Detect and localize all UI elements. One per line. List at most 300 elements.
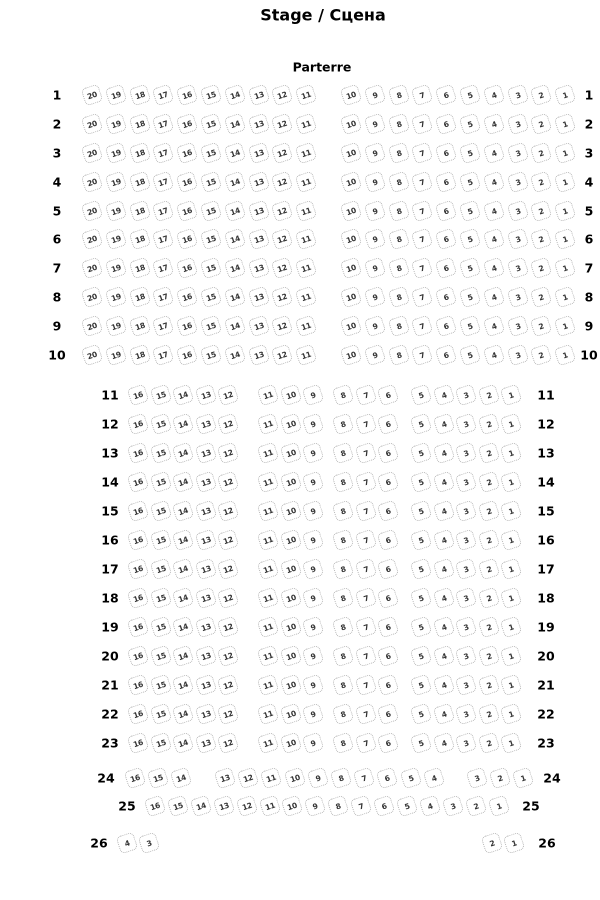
seat-r4-s3[interactable]: 3: [506, 171, 529, 194]
seat-r25-s3[interactable]: 3: [441, 795, 464, 818]
seat-r24-s5[interactable]: 5: [399, 767, 422, 790]
seat-r25-s2[interactable]: 2: [464, 795, 487, 818]
seat-r23-s7[interactable]: 7: [354, 732, 377, 755]
seat-r23-s11[interactable]: 11: [257, 732, 280, 755]
seat-r23-s4[interactable]: 4: [432, 732, 455, 755]
seat-r10-s13[interactable]: 13: [247, 344, 270, 367]
seat-r13-s5[interactable]: 5: [410, 442, 433, 465]
seat-r24-s10[interactable]: 10: [283, 767, 306, 790]
seat-r6-s15[interactable]: 15: [200, 228, 223, 251]
seat-r2-s20[interactable]: 20: [81, 113, 104, 136]
seat-r11-s10[interactable]: 10: [279, 384, 302, 407]
seat-r14-s6[interactable]: 6: [377, 471, 400, 494]
seat-r21-s3[interactable]: 3: [455, 674, 478, 697]
seat-r2-s1[interactable]: 1: [554, 113, 577, 136]
seat-r18-s4[interactable]: 4: [432, 587, 455, 610]
seat-r8-s2[interactable]: 2: [530, 286, 553, 309]
seat-r5-s1[interactable]: 1: [554, 200, 577, 223]
seat-r16-s5[interactable]: 5: [410, 529, 433, 552]
seat-r14-s9[interactable]: 9: [302, 471, 325, 494]
seat-r4-s5[interactable]: 5: [459, 171, 482, 194]
seat-r22-s12[interactable]: 12: [217, 703, 240, 726]
seat-r22-s10[interactable]: 10: [279, 703, 302, 726]
seat-r23-s16[interactable]: 16: [127, 732, 150, 755]
seat-r1-s4[interactable]: 4: [482, 84, 505, 107]
seat-r8-s7[interactable]: 7: [411, 286, 434, 309]
seat-r17-s7[interactable]: 7: [354, 558, 377, 581]
seat-r7-s14[interactable]: 14: [223, 257, 246, 280]
seat-r12-s8[interactable]: 8: [332, 413, 355, 436]
seat-r10-s18[interactable]: 18: [128, 344, 151, 367]
seat-r3-s18[interactable]: 18: [128, 142, 151, 165]
seat-r7-s4[interactable]: 4: [482, 257, 505, 280]
seat-r16-s13[interactable]: 13: [194, 529, 217, 552]
seat-r19-s12[interactable]: 12: [217, 616, 240, 639]
seat-r17-s9[interactable]: 9: [302, 558, 325, 581]
seat-r21-s11[interactable]: 11: [257, 674, 280, 697]
seat-r12-s12[interactable]: 12: [217, 413, 240, 436]
seat-r25-s7[interactable]: 7: [350, 795, 373, 818]
seat-r12-s5[interactable]: 5: [410, 413, 433, 436]
seat-r11-s7[interactable]: 7: [354, 384, 377, 407]
seat-r15-s12[interactable]: 12: [217, 500, 240, 523]
seat-r22-s4[interactable]: 4: [432, 703, 455, 726]
seat-r8-s8[interactable]: 8: [387, 286, 410, 309]
seat-r9-s20[interactable]: 20: [81, 315, 104, 338]
seat-r2-s2[interactable]: 2: [530, 113, 553, 136]
seat-r16-s11[interactable]: 11: [257, 529, 280, 552]
seat-r18-s2[interactable]: 2: [477, 587, 500, 610]
seat-r2-s16[interactable]: 16: [176, 113, 199, 136]
seat-r19-s7[interactable]: 7: [354, 616, 377, 639]
seat-r4-s13[interactable]: 13: [247, 171, 270, 194]
seat-r4-s15[interactable]: 15: [200, 171, 223, 194]
seat-r14-s4[interactable]: 4: [432, 471, 455, 494]
seat-r24-s16[interactable]: 16: [124, 767, 147, 790]
seat-r20-s2[interactable]: 2: [477, 645, 500, 668]
seat-r7-s11[interactable]: 11: [295, 257, 318, 280]
seat-r1-s11[interactable]: 11: [295, 84, 318, 107]
seat-r18-s6[interactable]: 6: [377, 587, 400, 610]
seat-r23-s14[interactable]: 14: [172, 732, 195, 755]
seat-r3-s2[interactable]: 2: [530, 142, 553, 165]
seat-r7-s9[interactable]: 9: [363, 257, 386, 280]
seat-r10-s15[interactable]: 15: [200, 344, 223, 367]
seat-r15-s16[interactable]: 16: [127, 500, 150, 523]
seat-r23-s2[interactable]: 2: [477, 732, 500, 755]
seat-r9-s18[interactable]: 18: [128, 315, 151, 338]
seat-r10-s5[interactable]: 5: [459, 344, 482, 367]
seat-r25-s14[interactable]: 14: [189, 795, 212, 818]
seat-r11-s15[interactable]: 15: [149, 384, 172, 407]
seat-r20-s8[interactable]: 8: [332, 645, 355, 668]
seat-r4-s19[interactable]: 19: [104, 171, 127, 194]
seat-r24-s11[interactable]: 11: [260, 767, 283, 790]
seat-r11-s3[interactable]: 3: [455, 384, 478, 407]
seat-r13-s16[interactable]: 16: [127, 442, 150, 465]
seat-r12-s9[interactable]: 9: [302, 413, 325, 436]
seat-r8-s13[interactable]: 13: [247, 286, 270, 309]
seat-r16-s6[interactable]: 6: [377, 529, 400, 552]
seat-r11-s1[interactable]: 1: [500, 384, 523, 407]
seat-r13-s1[interactable]: 1: [500, 442, 523, 465]
seat-r24-s8[interactable]: 8: [330, 767, 353, 790]
seat-r15-s6[interactable]: 6: [377, 500, 400, 523]
seat-r20-s1[interactable]: 1: [500, 645, 523, 668]
seat-r3-s4[interactable]: 4: [482, 142, 505, 165]
seat-r19-s4[interactable]: 4: [432, 616, 455, 639]
seat-r3-s5[interactable]: 5: [459, 142, 482, 165]
seat-r2-s3[interactable]: 3: [506, 113, 529, 136]
seat-r25-s5[interactable]: 5: [396, 795, 419, 818]
seat-r25-s8[interactable]: 8: [327, 795, 350, 818]
seat-r1-s20[interactable]: 20: [81, 84, 104, 107]
seat-r3-s20[interactable]: 20: [81, 142, 104, 165]
seat-r20-s12[interactable]: 12: [217, 645, 240, 668]
seat-r10-s8[interactable]: 8: [387, 344, 410, 367]
seat-r21-s15[interactable]: 15: [149, 674, 172, 697]
seat-r5-s13[interactable]: 13: [247, 200, 270, 223]
seat-r19-s10[interactable]: 10: [279, 616, 302, 639]
seat-r9-s15[interactable]: 15: [200, 315, 223, 338]
seat-r2-s5[interactable]: 5: [459, 113, 482, 136]
seat-r12-s13[interactable]: 13: [194, 413, 217, 436]
seat-r13-s2[interactable]: 2: [477, 442, 500, 465]
seat-r12-s16[interactable]: 16: [127, 413, 150, 436]
seat-r23-s10[interactable]: 10: [279, 732, 302, 755]
seat-r7-s6[interactable]: 6: [435, 257, 458, 280]
seat-r8-s17[interactable]: 17: [152, 286, 175, 309]
seat-r10-s20[interactable]: 20: [81, 344, 104, 367]
seat-r22-s16[interactable]: 16: [127, 703, 150, 726]
seat-r24-s7[interactable]: 7: [353, 767, 376, 790]
seat-r16-s8[interactable]: 8: [332, 529, 355, 552]
seat-r3-s12[interactable]: 12: [271, 142, 294, 165]
seat-r17-s13[interactable]: 13: [194, 558, 217, 581]
seat-r23-s3[interactable]: 3: [455, 732, 478, 755]
seat-r5-s6[interactable]: 6: [435, 200, 458, 223]
seat-r6-s10[interactable]: 10: [340, 228, 363, 251]
seat-r15-s11[interactable]: 11: [257, 500, 280, 523]
seat-r14-s11[interactable]: 11: [257, 471, 280, 494]
seat-r23-s12[interactable]: 12: [217, 732, 240, 755]
seat-r25-s10[interactable]: 10: [281, 795, 304, 818]
seat-r3-s15[interactable]: 15: [200, 142, 223, 165]
seat-r21-s6[interactable]: 6: [377, 674, 400, 697]
seat-r26-s4[interactable]: 4: [116, 832, 139, 855]
seat-r8-s20[interactable]: 20: [81, 286, 104, 309]
seat-r20-s15[interactable]: 15: [149, 645, 172, 668]
seat-r12-s6[interactable]: 6: [377, 413, 400, 436]
seat-r21-s8[interactable]: 8: [332, 674, 355, 697]
seat-r17-s11[interactable]: 11: [257, 558, 280, 581]
seat-r23-s1[interactable]: 1: [500, 732, 523, 755]
seat-r6-s20[interactable]: 20: [81, 228, 104, 251]
seat-r10-s16[interactable]: 16: [176, 344, 199, 367]
seat-r8-s5[interactable]: 5: [459, 286, 482, 309]
seat-r7-s7[interactable]: 7: [411, 257, 434, 280]
seat-r9-s6[interactable]: 6: [435, 315, 458, 338]
seat-r2-s18[interactable]: 18: [128, 113, 151, 136]
seat-r11-s4[interactable]: 4: [432, 384, 455, 407]
seat-r1-s3[interactable]: 3: [506, 84, 529, 107]
seat-r18-s11[interactable]: 11: [257, 587, 280, 610]
seat-r10-s10[interactable]: 10: [340, 344, 363, 367]
seat-r3-s11[interactable]: 11: [295, 142, 318, 165]
seat-r6-s4[interactable]: 4: [482, 228, 505, 251]
seat-r2-s7[interactable]: 7: [411, 113, 434, 136]
seat-r6-s17[interactable]: 17: [152, 228, 175, 251]
seat-r21-s12[interactable]: 12: [217, 674, 240, 697]
seat-r21-s7[interactable]: 7: [354, 674, 377, 697]
seat-r2-s19[interactable]: 19: [104, 113, 127, 136]
seat-r11-s11[interactable]: 11: [257, 384, 280, 407]
seat-r16-s2[interactable]: 2: [477, 529, 500, 552]
seat-r7-s2[interactable]: 2: [530, 257, 553, 280]
seat-r1-s15[interactable]: 15: [200, 84, 223, 107]
seat-r10-s7[interactable]: 7: [411, 344, 434, 367]
seat-r22-s3[interactable]: 3: [455, 703, 478, 726]
seat-r8-s6[interactable]: 6: [435, 286, 458, 309]
seat-r22-s9[interactable]: 9: [302, 703, 325, 726]
seat-r5-s3[interactable]: 3: [506, 200, 529, 223]
seat-r20-s14[interactable]: 14: [172, 645, 195, 668]
seat-r5-s4[interactable]: 4: [482, 200, 505, 223]
seat-r10-s6[interactable]: 6: [435, 344, 458, 367]
seat-r22-s13[interactable]: 13: [194, 703, 217, 726]
seat-r9-s3[interactable]: 3: [506, 315, 529, 338]
seat-r13-s6[interactable]: 6: [377, 442, 400, 465]
seat-r5-s11[interactable]: 11: [295, 200, 318, 223]
seat-r5-s5[interactable]: 5: [459, 200, 482, 223]
seat-r17-s4[interactable]: 4: [432, 558, 455, 581]
seat-r8-s12[interactable]: 12: [271, 286, 294, 309]
seat-r10-s3[interactable]: 3: [506, 344, 529, 367]
seat-r18-s10[interactable]: 10: [279, 587, 302, 610]
seat-r2-s14[interactable]: 14: [223, 113, 246, 136]
seat-r9-s5[interactable]: 5: [459, 315, 482, 338]
seat-r19-s2[interactable]: 2: [477, 616, 500, 639]
seat-r4-s18[interactable]: 18: [128, 171, 151, 194]
seat-r5-s12[interactable]: 12: [271, 200, 294, 223]
seat-r5-s18[interactable]: 18: [128, 200, 151, 223]
seat-r10-s12[interactable]: 12: [271, 344, 294, 367]
seat-r6-s3[interactable]: 3: [506, 228, 529, 251]
seat-r18-s7[interactable]: 7: [354, 587, 377, 610]
seat-r23-s6[interactable]: 6: [377, 732, 400, 755]
seat-r7-s16[interactable]: 16: [176, 257, 199, 280]
seat-r6-s18[interactable]: 18: [128, 228, 151, 251]
seat-r3-s19[interactable]: 19: [104, 142, 127, 165]
seat-r15-s14[interactable]: 14: [172, 500, 195, 523]
seat-r24-s6[interactable]: 6: [376, 767, 399, 790]
seat-r9-s9[interactable]: 9: [363, 315, 386, 338]
seat-r13-s15[interactable]: 15: [149, 442, 172, 465]
seat-r14-s7[interactable]: 7: [354, 471, 377, 494]
seat-r3-s17[interactable]: 17: [152, 142, 175, 165]
seat-r13-s4[interactable]: 4: [432, 442, 455, 465]
seat-r2-s10[interactable]: 10: [340, 113, 363, 136]
seat-r4-s16[interactable]: 16: [176, 171, 199, 194]
seat-r5-s16[interactable]: 16: [176, 200, 199, 223]
seat-r10-s17[interactable]: 17: [152, 344, 175, 367]
seat-r13-s3[interactable]: 3: [455, 442, 478, 465]
seat-r5-s15[interactable]: 15: [200, 200, 223, 223]
seat-r19-s9[interactable]: 9: [302, 616, 325, 639]
seat-r18-s15[interactable]: 15: [149, 587, 172, 610]
seat-r17-s1[interactable]: 1: [500, 558, 523, 581]
seat-r4-s17[interactable]: 17: [152, 171, 175, 194]
seat-r21-s2[interactable]: 2: [477, 674, 500, 697]
seat-r11-s12[interactable]: 12: [217, 384, 240, 407]
seat-r19-s15[interactable]: 15: [149, 616, 172, 639]
seat-r2-s9[interactable]: 9: [363, 113, 386, 136]
seat-r10-s14[interactable]: 14: [223, 344, 246, 367]
seat-r3-s9[interactable]: 9: [363, 142, 386, 165]
seat-r9-s10[interactable]: 10: [340, 315, 363, 338]
seat-r20-s16[interactable]: 16: [127, 645, 150, 668]
seat-r7-s13[interactable]: 13: [247, 257, 270, 280]
seat-r16-s9[interactable]: 9: [302, 529, 325, 552]
seat-r19-s1[interactable]: 1: [500, 616, 523, 639]
seat-r18-s8[interactable]: 8: [332, 587, 355, 610]
seat-r13-s7[interactable]: 7: [354, 442, 377, 465]
seat-r10-s1[interactable]: 1: [554, 344, 577, 367]
seat-r9-s2[interactable]: 2: [530, 315, 553, 338]
seat-r7-s12[interactable]: 12: [271, 257, 294, 280]
seat-r1-s17[interactable]: 17: [152, 84, 175, 107]
seat-r1-s19[interactable]: 19: [104, 84, 127, 107]
seat-r6-s8[interactable]: 8: [387, 228, 410, 251]
seat-r4-s4[interactable]: 4: [482, 171, 505, 194]
seat-r9-s4[interactable]: 4: [482, 315, 505, 338]
seat-r25-s9[interactable]: 9: [304, 795, 327, 818]
seat-r16-s7[interactable]: 7: [354, 529, 377, 552]
seat-r17-s8[interactable]: 8: [332, 558, 355, 581]
seat-r13-s13[interactable]: 13: [194, 442, 217, 465]
seat-r26-s1[interactable]: 1: [503, 832, 526, 855]
seat-r20-s13[interactable]: 13: [194, 645, 217, 668]
seat-r17-s15[interactable]: 15: [149, 558, 172, 581]
seat-r8-s15[interactable]: 15: [200, 286, 223, 309]
seat-r15-s13[interactable]: 13: [194, 500, 217, 523]
seat-r7-s17[interactable]: 17: [152, 257, 175, 280]
seat-r15-s5[interactable]: 5: [410, 500, 433, 523]
seat-r7-s18[interactable]: 18: [128, 257, 151, 280]
seat-r7-s19[interactable]: 19: [104, 257, 127, 280]
seat-r2-s17[interactable]: 17: [152, 113, 175, 136]
seat-r4-s1[interactable]: 1: [554, 171, 577, 194]
seat-r11-s13[interactable]: 13: [194, 384, 217, 407]
seat-r18-s3[interactable]: 3: [455, 587, 478, 610]
seat-r17-s10[interactable]: 10: [279, 558, 302, 581]
seat-r2-s11[interactable]: 11: [295, 113, 318, 136]
seat-r15-s1[interactable]: 1: [500, 500, 523, 523]
seat-r3-s16[interactable]: 16: [176, 142, 199, 165]
seat-r21-s14[interactable]: 14: [172, 674, 195, 697]
seat-r9-s1[interactable]: 1: [554, 315, 577, 338]
seat-r17-s12[interactable]: 12: [217, 558, 240, 581]
seat-r9-s13[interactable]: 13: [247, 315, 270, 338]
seat-r24-s13[interactable]: 13: [214, 767, 237, 790]
seat-r22-s2[interactable]: 2: [477, 703, 500, 726]
seat-r4-s12[interactable]: 12: [271, 171, 294, 194]
seat-r6-s16[interactable]: 16: [176, 228, 199, 251]
seat-r22-s5[interactable]: 5: [410, 703, 433, 726]
seat-r1-s14[interactable]: 14: [223, 84, 246, 107]
seat-r11-s9[interactable]: 9: [302, 384, 325, 407]
seat-r2-s15[interactable]: 15: [200, 113, 223, 136]
seat-r18-s14[interactable]: 14: [172, 587, 195, 610]
seat-r10-s11[interactable]: 11: [295, 344, 318, 367]
seat-r4-s9[interactable]: 9: [363, 171, 386, 194]
seat-r24-s15[interactable]: 15: [147, 767, 170, 790]
seat-r17-s2[interactable]: 2: [477, 558, 500, 581]
seat-r7-s8[interactable]: 8: [387, 257, 410, 280]
seat-r9-s17[interactable]: 17: [152, 315, 175, 338]
seat-r7-s3[interactable]: 3: [506, 257, 529, 280]
seat-r1-s10[interactable]: 10: [340, 84, 363, 107]
seat-r24-s9[interactable]: 9: [306, 767, 329, 790]
seat-r2-s8[interactable]: 8: [387, 113, 410, 136]
seat-r5-s14[interactable]: 14: [223, 200, 246, 223]
seat-r15-s15[interactable]: 15: [149, 500, 172, 523]
seat-r17-s5[interactable]: 5: [410, 558, 433, 581]
seat-r18-s13[interactable]: 13: [194, 587, 217, 610]
seat-r7-s10[interactable]: 10: [340, 257, 363, 280]
seat-r22-s1[interactable]: 1: [500, 703, 523, 726]
seat-r16-s16[interactable]: 16: [127, 529, 150, 552]
seat-r14-s5[interactable]: 5: [410, 471, 433, 494]
seat-r15-s9[interactable]: 9: [302, 500, 325, 523]
seat-r4-s8[interactable]: 8: [387, 171, 410, 194]
seat-r16-s10[interactable]: 10: [279, 529, 302, 552]
seat-r5-s17[interactable]: 17: [152, 200, 175, 223]
seat-r10-s2[interactable]: 2: [530, 344, 553, 367]
seat-r25-s12[interactable]: 12: [235, 795, 258, 818]
seat-r6-s5[interactable]: 5: [459, 228, 482, 251]
seat-r23-s9[interactable]: 9: [302, 732, 325, 755]
seat-r9-s11[interactable]: 11: [295, 315, 318, 338]
seat-r11-s2[interactable]: 2: [477, 384, 500, 407]
seat-r8-s11[interactable]: 11: [295, 286, 318, 309]
seat-r26-s2[interactable]: 2: [481, 832, 504, 855]
seat-r9-s8[interactable]: 8: [387, 315, 410, 338]
seat-r12-s14[interactable]: 14: [172, 413, 195, 436]
seat-r25-s4[interactable]: 4: [418, 795, 441, 818]
seat-r21-s4[interactable]: 4: [432, 674, 455, 697]
seat-r11-s6[interactable]: 6: [377, 384, 400, 407]
seat-r6-s19[interactable]: 19: [104, 228, 127, 251]
seat-r14-s16[interactable]: 16: [127, 471, 150, 494]
seat-r20-s10[interactable]: 10: [279, 645, 302, 668]
seat-r21-s9[interactable]: 9: [302, 674, 325, 697]
seat-r19-s16[interactable]: 16: [127, 616, 150, 639]
seat-r12-s15[interactable]: 15: [149, 413, 172, 436]
seat-r4-s7[interactable]: 7: [411, 171, 434, 194]
seat-r22-s6[interactable]: 6: [377, 703, 400, 726]
seat-r2-s6[interactable]: 6: [435, 113, 458, 136]
seat-r4-s2[interactable]: 2: [530, 171, 553, 194]
seat-r9-s14[interactable]: 14: [223, 315, 246, 338]
seat-r18-s5[interactable]: 5: [410, 587, 433, 610]
seat-r13-s11[interactable]: 11: [257, 442, 280, 465]
seat-r3-s7[interactable]: 7: [411, 142, 434, 165]
seat-r8-s10[interactable]: 10: [340, 286, 363, 309]
seat-r8-s18[interactable]: 18: [128, 286, 151, 309]
seat-r6-s13[interactable]: 13: [247, 228, 270, 251]
seat-r17-s3[interactable]: 3: [455, 558, 478, 581]
